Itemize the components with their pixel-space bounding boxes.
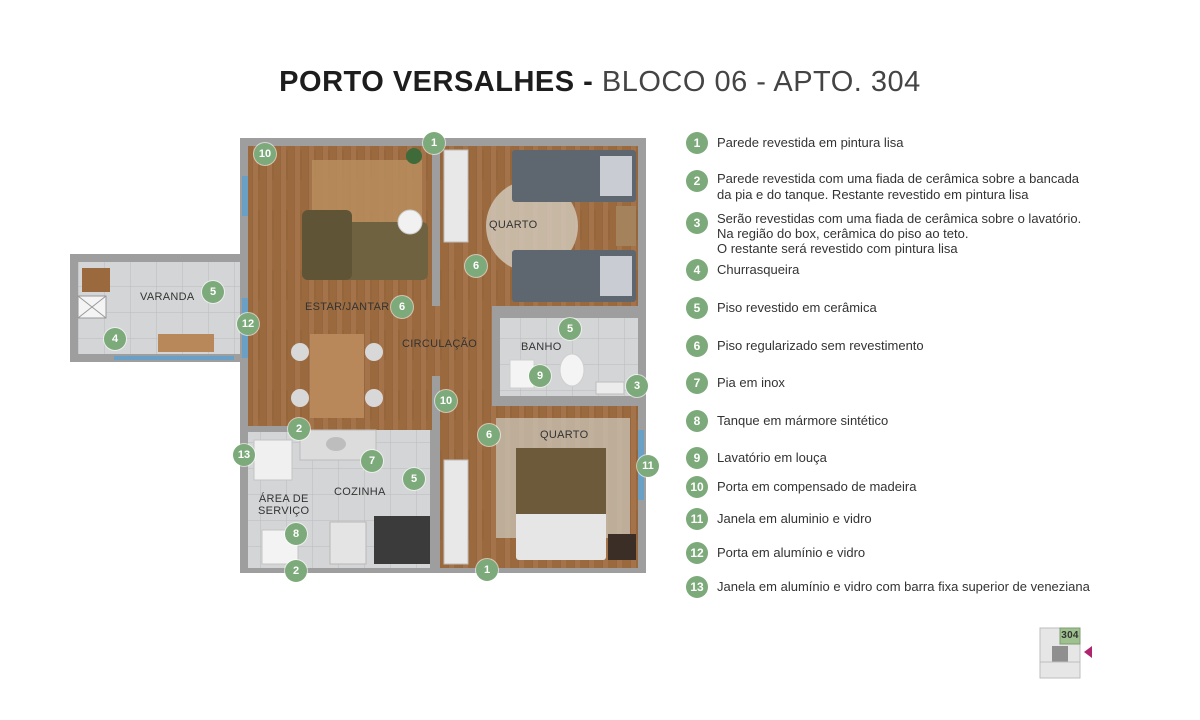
legend-number: 2 [686, 170, 708, 192]
legend-number: 11 [686, 508, 708, 530]
wardrobe-1 [444, 150, 468, 242]
legend-item [686, 508, 872, 530]
plan-badge: 1 [423, 132, 445, 154]
chair [365, 389, 383, 407]
toilet [560, 354, 584, 386]
legend-number: 4 [686, 259, 708, 281]
title-project: PORTO VERSALHES - [279, 66, 594, 98]
legend-text: Parede revestida com uma fiada de cerâmica sobre a bancada da pia e do tanque. Restante revestido em pintura lisa [717, 171, 1080, 202]
plan-badge: 13 [233, 444, 255, 466]
balcony-glass [114, 356, 234, 360]
key-plan-unit: 304 [1061, 630, 1079, 641]
room-label-varanda: VARANDA [140, 291, 195, 303]
key-plan-core [1052, 646, 1068, 662]
legend-item [686, 542, 865, 564]
room-label-quarto-1: QUARTO [489, 219, 538, 231]
legend-item [686, 132, 903, 154]
side-table [398, 210, 422, 234]
plan-badge: 4 [104, 328, 126, 350]
legend-item [686, 259, 799, 281]
legend-text: Tanque em mármore sintético [717, 413, 889, 428]
room-label-area-servico-line2: SERVIÇO [258, 505, 310, 517]
washer [254, 440, 292, 480]
plan-badge: 5 [559, 318, 581, 340]
wall-hall [432, 146, 440, 306]
legend-item [686, 335, 924, 357]
legend-number: 3 [686, 212, 708, 234]
room-label-area-servico [258, 493, 309, 517]
legend-number: 1 [686, 132, 708, 154]
plan-badge: 10 [435, 390, 457, 412]
dining-table [310, 334, 364, 418]
legend-number: 10 [686, 476, 708, 498]
plan-badge: 11 [637, 455, 659, 477]
legend-item [686, 576, 1090, 598]
pillow [600, 256, 632, 296]
key-plan-arrow [1084, 646, 1092, 658]
sofa-corner [302, 210, 352, 280]
legend-item [686, 476, 916, 498]
plant [406, 148, 422, 164]
wall-bath-top [492, 306, 642, 316]
legend-number: 12 [686, 542, 708, 564]
nightstand [616, 206, 636, 246]
legend-text: Janela em aluminio e vidro [717, 511, 872, 526]
plan-badge: 6 [478, 424, 500, 446]
legend-text: Piso regularizado sem revestimento [717, 338, 924, 353]
legend-text: Lavatório em louça [717, 450, 827, 465]
title-unit: BLOCO 06 - APTO. 304 [601, 66, 921, 98]
legend-item [686, 410, 888, 432]
chair [291, 389, 309, 407]
room-label-circulacao: CIRCULAÇÃO [402, 338, 478, 350]
legend-text: Pia em inox [717, 375, 785, 390]
window-living [242, 176, 248, 216]
plan-badge: 8 [285, 523, 307, 545]
wall-bath-left [492, 316, 500, 396]
chair [291, 343, 309, 361]
balcony-table [158, 334, 214, 352]
legend-item [686, 297, 877, 319]
bed-blanket [516, 448, 606, 514]
plan-badge: 2 [285, 560, 307, 582]
legend-text: Porta em compensado de madeira [717, 479, 917, 494]
legend-item [686, 208, 1081, 256]
legend-item [686, 372, 785, 394]
stove [330, 522, 366, 564]
legend-number: 9 [686, 447, 708, 469]
kitchen-sink [326, 437, 346, 451]
room-label-area-servico-line1: ÁREA DE [258, 493, 309, 505]
legend-text: Janela em alumínio e vidro com barra fixa superior de veneziana [717, 579, 1090, 594]
plan-badge: 1 [476, 559, 498, 581]
plan-badge: 9 [529, 365, 551, 387]
room-label-quarto-2: QUARTO [540, 429, 589, 441]
legend-item [686, 168, 1079, 203]
room-label-estar: ESTAR/JANTAR [305, 301, 390, 313]
wardrobe-2 [444, 460, 468, 564]
legend-item [686, 447, 827, 469]
fridge [374, 516, 430, 564]
pillow [600, 156, 632, 196]
plan-badge: 10 [254, 143, 276, 165]
room-label-cozinha: COZINHA [334, 486, 386, 498]
plan-badge: 5 [403, 468, 425, 490]
chair [365, 343, 383, 361]
plan-badge: 6 [465, 255, 487, 277]
plan-badge: 5 [202, 281, 224, 303]
legend-text: Parede revestida em pintura lisa [717, 135, 904, 150]
legend-number: 7 [686, 372, 708, 394]
plan-badge: 12 [237, 313, 259, 335]
legend-text: Serão revestidas com uma fiada de cerâmica sobre o lavatório. Na região do box, cerâmica do piso ao teto. O restante será revestido com pintura lisa [717, 211, 1082, 256]
nightstand-2 [608, 534, 636, 560]
legend-number: 5 [686, 297, 708, 319]
legend-number: 13 [686, 576, 708, 598]
legend-text: Churrasqueira [717, 262, 800, 277]
bbq-counter [82, 268, 110, 292]
plan-badge: 3 [626, 375, 648, 397]
room-label-banho: BANHO [521, 341, 562, 353]
wall-bath-bottom [492, 396, 642, 406]
plan-badge: 2 [288, 418, 310, 440]
plan-badge: 7 [361, 450, 383, 472]
shower-drain [596, 382, 624, 394]
legend-text: Piso revestido em cerâmica [717, 300, 877, 315]
legend-number: 8 [686, 410, 708, 432]
legend-number: 6 [686, 335, 708, 357]
plan-badge: 6 [391, 296, 413, 318]
legend-text: Porta em alumínio e vidro [717, 545, 866, 560]
